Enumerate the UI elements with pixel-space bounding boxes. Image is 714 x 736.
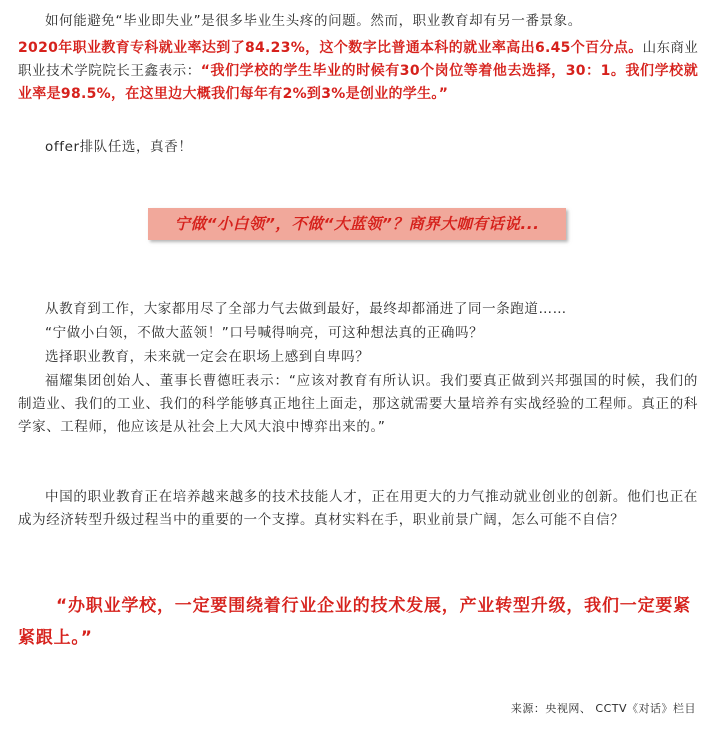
question-paragraph: 选择职业教育，未来就一定会在职场上感到自卑吗？ bbox=[45, 349, 370, 365]
section-banner bbox=[148, 208, 566, 240]
work-paragraph: 从教育到工作，大家都用尽了全部力气去做到最好，最终却都涌进了同一条跑道…… bbox=[45, 301, 567, 317]
source-credit: 来源：央视网、 CCTV《对话》栏目 bbox=[510, 702, 696, 715]
offer-line: offer排队任选，真香！ bbox=[45, 139, 193, 155]
speaker-intro: 山东商业职业技术学院院长王鑫表示： bbox=[18, 40, 699, 79]
employment-rate-highlight: 2020年职业教育专科就业率达到了84.23%，这个数字比普通本科的就业率高出6.45个百分点。 bbox=[18, 40, 643, 56]
banner-title: 宁做“小白领”，不做“大蓝领”？商界大咖有话说... bbox=[174, 215, 540, 233]
principal-quote: “我们学校的学生毕业的时候有30个岗位等着他去选择，30：1。我们学校就业率是98.5%，在这里边大概我们每年有2%到3%是创业的学生。” bbox=[18, 63, 698, 102]
intro-paragraph: 如何能避免“毕业即失业”是很多毕业生头疼的问题。然而，职业教育却有另一番景象。 bbox=[45, 13, 582, 29]
stats-paragraph bbox=[18, 37, 698, 106]
closing-quote: “办职业学校，一定要围绕着行业企业的技术发展，产业转型升级，我们一定要紧紧跟上。” bbox=[18, 596, 691, 648]
cao-dewang-paragraph: 福耀集团创始人、董事长曹德旺表示：“应该对教育有所认识。我们要真正做到兴邦强国的时候，我们的制造业、我们的工业、我们的科学能够真正地往上面走，那这就需要大量培养有实战经验的工程师。真正的科学家、工程师，他应该是从社会上大风大浪中博弈出来的。” bbox=[18, 373, 698, 435]
china-vocational-paragraph: 中国的职业教育正在培养越来越多的技术技能人才，正在用更大的力气推动就业创业的创新。他们也正在成为经济转型升级过程当中的重要的一个支撑。真材实料在手，职业前景广阔，怎么可能不自信？ bbox=[18, 489, 698, 528]
slogan-paragraph: “宁做小白领，不做大蓝领！”口号喊得响亮，可这种想法真的正确吗？ bbox=[45, 325, 484, 341]
